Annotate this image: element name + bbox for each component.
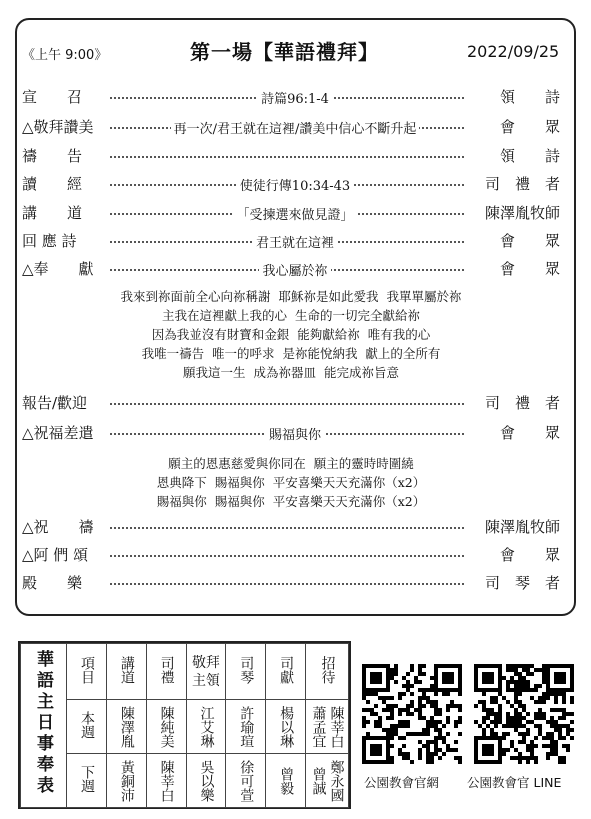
order-item-label: △阿 們 頌	[22, 546, 89, 564]
service-roster	[18, 641, 351, 809]
page-title: 第一場【華語禮拜】	[190, 40, 379, 64]
order-item-label: 講 道	[22, 204, 83, 222]
roster-header: 司獻	[266, 644, 306, 700]
lyric-line: 我來到祢面前全心向祢稱謝 耶穌祢是如此愛我 我單單屬於祢	[120, 289, 462, 304]
order-item-label: 回 應 詩	[22, 232, 77, 250]
roster-cell: 黃銅沛	[106, 754, 146, 808]
leader-dots	[110, 403, 480, 405]
order-item-label: 報告/歡迎	[22, 394, 88, 412]
order-item-role: 司 禮 者	[464, 173, 560, 194]
roster-title: 華語主日事奉表	[33, 650, 54, 797]
lyric-line: 因為我並沒有財寶和金銀 能夠獻給祢 唯有我的心	[151, 327, 431, 342]
order-item-role: 陳澤胤牧師	[464, 516, 560, 537]
order-item	[22, 116, 560, 138]
service-date: 2022/09/25	[467, 42, 560, 61]
qr-code-icon[interactable]	[474, 664, 574, 764]
order-item-label: △祝福差遣	[22, 424, 94, 442]
order-item	[22, 544, 560, 566]
service-time: 《上午 9:00》	[22, 48, 108, 63]
order-item-detail: 我心屬於祢	[110, 260, 480, 279]
leader-dots	[110, 555, 480, 557]
order-item-label: 讀 經	[22, 175, 83, 193]
order-item	[22, 173, 560, 195]
offering-lyrics	[22, 287, 560, 382]
order-item-label: △奉 獻	[22, 260, 94, 278]
lyric-line: 願我這一生 成為祢器皿 能完成祢旨意	[183, 365, 399, 380]
leader-dots	[110, 156, 480, 158]
order-item-role: 司 琴 者	[464, 572, 560, 593]
order-item	[22, 202, 560, 224]
roster-week-label: 本週	[67, 700, 107, 754]
roster-header: 司禮	[146, 644, 186, 700]
lyric-line: 賜福與你 賜福與你 平安喜樂天天充滿你（x2）	[156, 494, 426, 509]
roster-header: 講道	[106, 644, 146, 700]
qr-code-icon[interactable]	[362, 664, 462, 764]
roster-header: 敬拜主領	[186, 644, 226, 700]
order-item-label: △祝 禱	[22, 518, 94, 536]
roster-cell: 鄭永國 曾誠	[305, 754, 348, 808]
order-item-role: 會 眾	[464, 116, 560, 137]
roster-cell: 陳澤胤	[106, 700, 146, 754]
order-item-detail: 「受揀選來做見證」	[110, 204, 480, 223]
order-item-detail: 使徒行傳10:34-43	[110, 175, 480, 194]
lyric-line: 恩典降下 賜福與你 平安喜樂天天充滿你（x2）	[156, 475, 426, 490]
order-item	[22, 516, 560, 538]
roster-header: 項目	[67, 644, 107, 700]
order-item	[22, 258, 560, 280]
order-item	[22, 392, 560, 414]
qr-caption-website: 公園教會官網	[364, 775, 440, 790]
leader-dots	[110, 527, 480, 529]
roster-cell: 陳莘白	[146, 754, 186, 808]
roster-header: 司琴	[226, 644, 266, 700]
order-item-label: 宣 召	[22, 88, 83, 106]
order-item-detail: 再一次/君王就在這裡/讚美中信心不斷升起	[110, 118, 480, 137]
order-item	[22, 86, 560, 108]
order-item-role: 會 眾	[464, 230, 560, 251]
order-item-detail: 詩篇96:1-4	[110, 88, 480, 107]
order-item	[22, 230, 560, 252]
roster-cell: 楊以琳	[266, 700, 306, 754]
roster-cell: 陳純美	[146, 700, 186, 754]
order-item-role: 領 詩	[464, 86, 560, 107]
roster-week-label: 下週	[67, 754, 107, 808]
roster-cell: 曾毅	[266, 754, 306, 808]
order-item	[22, 572, 560, 594]
order-item-detail: 賜福與你	[110, 424, 480, 443]
order-item-role: 會 眾	[464, 258, 560, 279]
blessing-lyrics	[22, 454, 560, 511]
order-item-role: 會 眾	[464, 422, 560, 443]
order-item-role: 司 禮 者	[464, 392, 560, 413]
leader-dots	[110, 583, 480, 585]
order-item-role: 會 眾	[464, 544, 560, 565]
roster-cell: 許瑜瑄	[226, 700, 266, 754]
lyric-line: 主我在這裡獻上我的心 生命的一切完全獻給祢	[162, 308, 420, 323]
order-item	[22, 422, 560, 444]
order-item-label: 禱 告	[22, 147, 83, 165]
roster-cell: 江艾琳	[186, 700, 226, 754]
roster-header: 招待	[305, 644, 348, 700]
order-item-label: 殿 樂	[22, 574, 83, 592]
roster-cell: 陳莘白 蕭孟宜	[305, 700, 348, 754]
order-item	[22, 145, 560, 167]
order-item-role: 領 詩	[464, 145, 560, 166]
roster-cell: 吳以樂	[186, 754, 226, 808]
roster-table	[20, 643, 349, 808]
order-item-detail: 君王就在這裡	[110, 232, 480, 251]
roster-cell: 徐可萱	[226, 754, 266, 808]
order-item-label: △敬拜讚美	[22, 118, 94, 136]
qr-caption-line: 公園教會官 LINE	[467, 775, 562, 790]
lyric-line: 我唯一禱告 唯一的呼求 是祢能悅納我 獻上的全所有	[141, 346, 441, 361]
order-item-role: 陳澤胤牧師	[464, 202, 560, 223]
lyric-line: 願主的恩惠慈愛與你同在 願主的靈時時圍繞	[168, 456, 414, 471]
